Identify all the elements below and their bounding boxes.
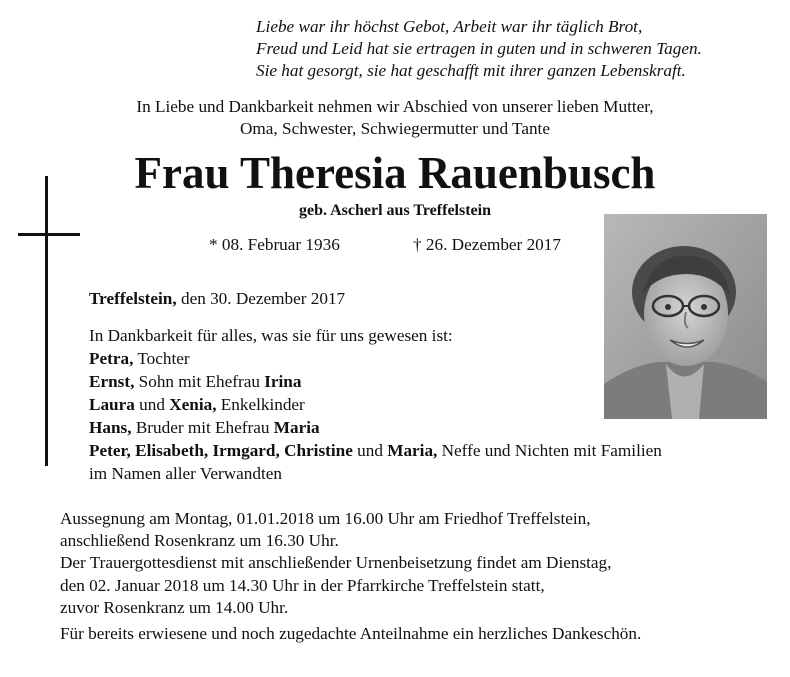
- birth-date: * 08. Februar 1936: [209, 235, 340, 254]
- mourner-relation: Sohn mit Ehefrau: [134, 372, 265, 391]
- mourner-name: Peter, Elisabeth, Irmgard, Christine: [89, 441, 353, 460]
- death-date: † 26. Dezember 2017: [413, 235, 561, 254]
- mourners-list: [89, 324, 662, 485]
- mourner-relation: und: [352, 441, 388, 460]
- date: den 30. Dezember 2017: [176, 289, 346, 308]
- poem-line-2: Freud und Leid hat sie ertragen in guten und in schweren Tagen.: [256, 39, 702, 58]
- list-item: [89, 416, 662, 439]
- birth-name: geb. Ascherl aus Treffelstein: [299, 202, 491, 219]
- service-info: [60, 508, 611, 619]
- list-item: [89, 439, 662, 462]
- service-line-4: den 02. Januar 2018 um 14.30 Uhr in der Pfarrkirche Treffelstein statt,: [60, 575, 545, 595]
- list-item: im Namen aller Verwandten: [89, 464, 282, 483]
- list-item: [89, 347, 662, 370]
- mourner-name: Xenia,: [169, 395, 217, 414]
- poem: [256, 16, 702, 82]
- poem-line-1: Liebe war ihr höchst Gebot, Arbeit war ihr täglich Brot,: [256, 17, 643, 36]
- mourner-name: Ernst,: [89, 372, 135, 391]
- mourner-name: Hans,: [89, 418, 132, 437]
- mourner-relation: Tochter: [133, 349, 190, 368]
- mourner-relation: Bruder mit Ehefrau: [131, 418, 274, 437]
- service-line-3: Der Trauergottesdienst mit anschließender Urnenbeisetzung findet am Dienstag,: [60, 553, 612, 573]
- mourner-name: Irina: [264, 372, 302, 391]
- poem-line-3: Sie hat gesorgt, sie hat geschafft mit ihrer ganzen Lebenskraft.: [256, 61, 686, 80]
- cross-icon: [45, 176, 48, 466]
- list-item: [89, 370, 662, 393]
- cross-icon-bar: [18, 233, 80, 236]
- place-date: [89, 288, 345, 310]
- mourner-name: Laura: [89, 395, 135, 414]
- intro-text: [60, 96, 730, 140]
- service-line-1: Aussegnung am Montag, 01.01.2018 um 16.00 Uhr am Friedhof Treffelstein,: [60, 509, 591, 528]
- service-line-2: anschließend Rosenkranz um 16.30 Uhr.: [60, 531, 339, 551]
- mourner-relation: Neffe und Nichten mit Familien: [437, 441, 662, 460]
- deceased-name: Frau Theresia Rauenbusch: [134, 148, 656, 198]
- service-line-5: zuvor Rosenkranz um 14.00 Uhr.: [60, 597, 289, 617]
- mourner-name: Petra,: [89, 349, 134, 368]
- mourner-relation: Enkelkinder: [216, 395, 305, 414]
- thanks-text: Für bereits erwiesene und noch zugedachte Anteilnahme ein herzliches Dankeschön.: [60, 624, 642, 643]
- mourner-relation: und: [134, 395, 170, 414]
- mourners-heading: In Dankbarkeit für alles, was sie für uns gewesen ist:: [89, 326, 453, 345]
- list-item: [89, 393, 662, 416]
- mourner-name: Maria,: [387, 441, 438, 460]
- intro-line-1: In Liebe und Dankbarkeit nehmen wir Abschied von unserer lieben Mutter,: [136, 97, 654, 116]
- place: Treffelstein,: [89, 289, 177, 308]
- intro-line-2: Oma, Schwester, Schwiegermutter und Tante: [240, 119, 550, 138]
- mourner-name: Maria: [273, 418, 320, 437]
